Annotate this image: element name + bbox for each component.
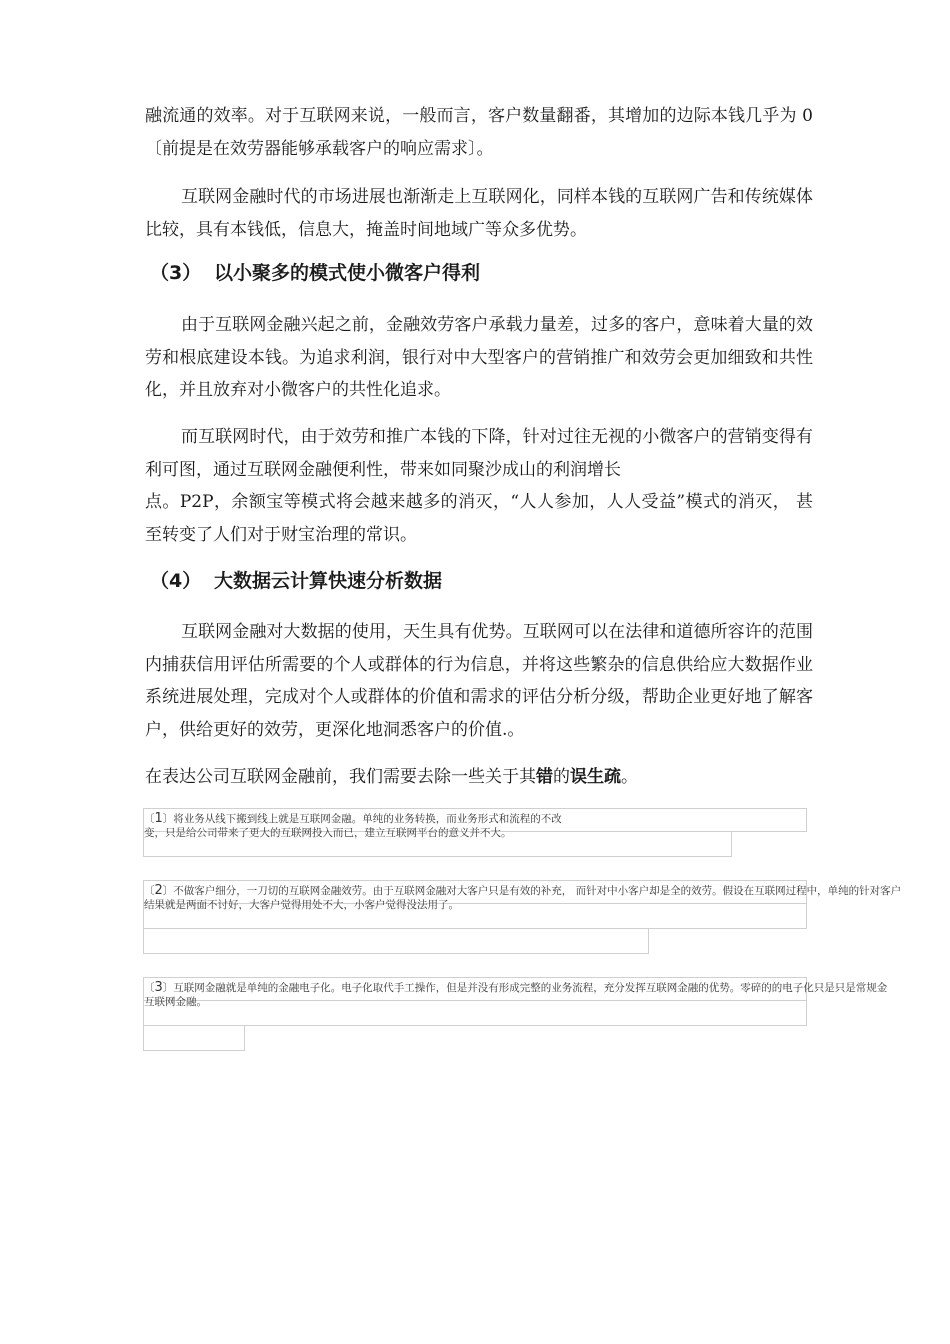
paragraph-4-text-1: 而互联网时代，由于效劳和推广本钱的下降，针对过往无视的小微客户的营销变得有利可图，通过互联网金融便利性，带来如同聚沙成山的利润增长 <box>145 427 813 480</box>
paragraph-5: 互联网金融对大数据的使用，天生具有优势。互联网可以在法律和道德所容许的范围内捕获信用评估所需要的个人或群体的行为信息，并将这些繁杂的信息供给应大数据作业系统进展处理，完成对个人或群体的价值和需求的评估分析分级，帮助企业更好地了解客户，供给更好的效劳，更深化地洞悉客户的价值.。 <box>145 622 813 740</box>
heading-3-number: （3） <box>150 262 202 284</box>
paragraph-1: 融流通的效率。对于互联网来说，一般而言，客户数量翻番，其增加的边际本钱几乎为 0〔前提是在效劳器能够承载客户的响应需求〕。 <box>145 106 813 159</box>
paragraph-6-post: 。 <box>621 767 638 787</box>
note-2-line-1 <box>144 884 950 898</box>
note-2-line-2: 结果就是两面不讨好，大客户觉得用处不大，小客户觉得没法用了。 <box>144 899 459 911</box>
note-3-number: 3 <box>154 981 163 995</box>
heading-4-text: 大数据云计算快速分析数据 <box>214 570 443 592</box>
note-2-open: 〔 <box>144 885 155 897</box>
heading-4-number: （4） <box>150 570 202 592</box>
note-2-text-1: 不做客户细分，一刀切的互联网金融效劳。由于互联网金融对大客户只是有效的补充， 而针对中小客户却是全的效劳。假设在互联网过程中，单纯的针对客户 <box>173 885 902 897</box>
heading-3-text: 以小聚多的模式使小微客户得利 <box>214 262 481 284</box>
note-3-close: 〕 <box>162 982 174 994</box>
note-1-close: 〕 <box>162 813 174 825</box>
paragraph-4-line-2: 点。P2P，余额宝等模式将会越来越多的消灭，“人人参加，人人受益”模式的消灭， 甚至转变了人们对于财宝治理的常识。 <box>145 492 813 545</box>
note-2-close: 〕 <box>162 885 174 897</box>
heading-4 <box>150 566 810 596</box>
paragraph-6-mid: 的 <box>553 767 570 787</box>
paragraph-6-bold-2: 误生疏 <box>570 767 621 787</box>
note-3-line-1 <box>144 981 950 995</box>
paragraph-6 <box>145 761 813 794</box>
note-1-line-2: 变，只是给公司带来了更大的互联网投入而已，建立互联网平台的意义并不大。 <box>144 827 512 839</box>
note-3-line-2: 互联网金融。 <box>144 996 207 1008</box>
note-3-open: 〔 <box>144 982 155 994</box>
paragraph-3: 由于互联网金融兴起之前，金融效劳客户承载力量差，过多的客户，意味着大量的效劳和根底建设本钱。为追求利润，银行对中大型客户的营销推广和效劳会更加细致和共性化，并且放弃对小微客户的共性化追求。 <box>145 315 813 400</box>
note-1-number: 1 <box>154 812 163 826</box>
note-3-text-1: 互联网金融就是单纯的金融电子化。电子化取代手工操作，但是并没有形成完整的业务流程，充分发挥互联网金融的优势。零碎的的电子化只是只是常规金 <box>173 982 888 994</box>
note-3 <box>144 981 950 1009</box>
note-2-frame-bottom <box>143 928 649 954</box>
paragraph-2: 互联网金融时代的市场进展也渐渐走上互联网化，同样本钱的互联网广告和传统媒体比较，具有本钱低，信息大，掩盖时间地域广等众多优势。 <box>145 187 813 240</box>
note-1 <box>144 812 804 840</box>
note-1-line-1 <box>144 812 804 826</box>
heading-3 <box>150 258 810 288</box>
paragraph-6-bold-1: 错 <box>536 767 553 787</box>
note-3-frame-bottom <box>143 1025 245 1051</box>
note-2 <box>144 884 950 912</box>
paragraph-6-pre: 在表达公司互联网金融前，我们需要去除一些关于其 <box>145 767 536 787</box>
note-1-text-1: 将业务从线下搬到线上就是互联网金融。单纯的业务转换，而业务形式和流程的不改 <box>173 813 562 825</box>
note-1-open: 〔 <box>144 813 155 825</box>
note-2-number: 2 <box>154 884 163 898</box>
paragraph-4-line-1 <box>145 421 813 486</box>
